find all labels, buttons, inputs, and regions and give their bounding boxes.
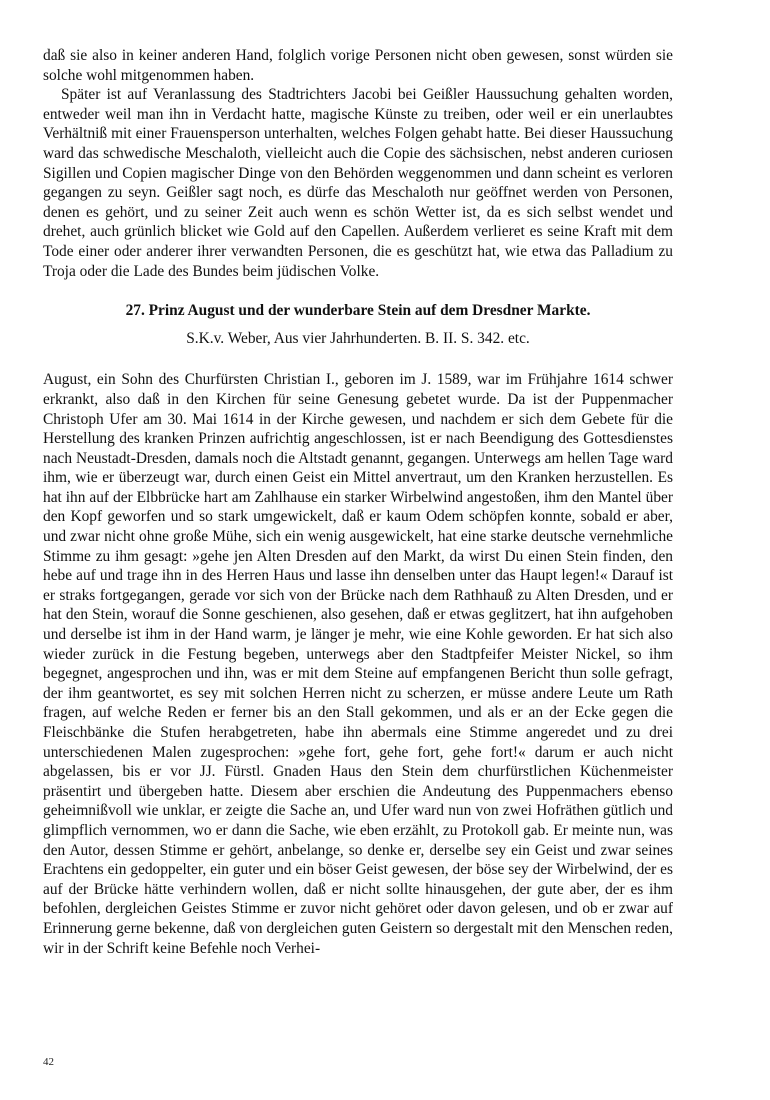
haussuchung-paragraph: Später ist auf Veranlassung des Stadtrichters Jacobi bei Geißler Haussuchung gehalten worden, entweder weil man ihn in Verdacht hatte, magische Künste zu treiben, oder weil er ein unerlaubtes Verhältniß mit einer Frauensperson unterhalten, welches Folgen gehabt hatte. Bei dieser Haussuchung ward das schwedische Meschaloth, vielleicht auch die Copie des sächsischen, nebst anderen curiosen Sigillen und Copien magischer Dinge von den Behörden weggenommen und dann scheint es verloren gegangen zu seyn. Geißler sagt noch, es dürfe das Meschaloth nur geöffnet werden von Personen, denen es gehört, und zu seiner Zeit auch wenn es schön Wetter ist, da es sich selbst wendet und drehet, auch grünlich blicket wie Gold auf den Capellen. Außerdem verlieret es seine Kraft mit dem Tode einer oder anderer ihrer verwandten Personen, die es geschützt hat, wie etwa das Palladium zu Troja oder die Lade des Bundes beim jüdischen Volke. <box>43 86 673 280</box>
continuation-paragraph: daß sie also in keiner anderen Hand, folglich vorige Personen nicht oben gewesen, sonst würden sie solche wohl mitgenommen haben. <box>43 47 673 84</box>
section-heading: 27. Prinz August und der wunderbare Stein auf dem Dresdner Markte. <box>125 302 591 320</box>
page-content <box>43 46 673 1086</box>
page-number: 42 <box>43 1056 54 1068</box>
story-paragraph: August, ein Sohn des Churfürsten Christian I., geboren im J. 1589, war im Frühjahre 1614 schwer erkrankt, also daß in den Kirchen für seine Genesung gebetet wurde. Da ist der Puppenmacher Christoph Ufer am 30. Mai 1614 in der Kirche gewesen, und nachdem er sich dem Gebete für die Herstellung des kranken Prinzen aufrichtig angeschlossen, ist er nach Beendigung des Gottesdienstes nach Neustadt-Dresden, damals noch die Altstadt genannt, gegangen. Unterwegs am hellen Tage ward ihm, wie er überzeugt war, durch einen Geist ein Mittel anvertraut, um den Kranken herzustellen. Es hat ihn auf der Elbbrücke hart am Zahlhause ein starker Wirbelwind angestoßen, ihm den Mantel über den Kopf geworfen und so stark umgewickelt, daß er kaum Odem schöpfen konnte, sobald er aber, und zwar nicht ohne große Mühe, sich ein wenig ausgewickelt, hat eine starke deutsche vernehmliche Stimme zu ihm gesagt: »gehe jen Alten Dresden auf den Markt, da wirst Du einen Stein finden, den hebe auf und trage ihn in des Herren Haus und lasse ihn denselben unter das Haupt legen!« Darauf ist er straks fortgegangen, gerade vor sich von der Brücke nach dem Rathhauß zu Alten Dresden, und er hat den Stein, worauf die Sonne geschienen, also gesehen, daß er etwas geglitzert, hat ihn aufgehoben und derselbe ist ihm in der Hand warm, je länger je mehr, wie eine Kohle geworden. Er hat sich also wieder zurück in die Festung begeben, unterwegs aber den Stadtpfeifer Meister Nickel, so ihm begegnet, angesprochen und ihn, was er mit dem Steine auf empfangenen Bericht thun solle gefragt, der ihm geantwortet, es sey mit solchen Herren nicht zu scherzen, er müsse andere Leute um Rath fragen, auf welche Reden er ferner bis an den Stall gekommen, und als er an der Ecke gegen die Fleischbänke die Stufen herabgetreten, habe ihn abermals eine Stimme angeredet und zu drei unterschiedenen Malen zugesprochen: »gehe fort, gehe fort, gehe fort!« darum er auch nicht abgelassen, bis er vor JJ. Fürstl. Gnaden Haus den Stein dem churfürstlichen Küchenmeister präsentirt und übergeben hatte. Diesem aber erschien die Andeutung des Puppenmachers ebenso geheimnißvoll wie unklar, er zeigte die Sache an, und Ufer ward nun von zwei Hofräthen gütlich und glimpflich vernommen, wo er dann die Sache, wie eben erzählt, zu Protokoll gab. Er meinte nun, was den Autor, dessen Stimme er gehört, anbelange, so denke er, derselbe sey ein Geist und zwar seines Erachtens ein gedoppelter, ein guter und ein böser Geist gewesen, der böse sey der Wirbelwind, der es auf der Brücke hätte verhindern wollen, daß er nicht sollte hinausgehen, der gute aber, der es ihm befohlen, dergleichen Geistes Stimme er zuvor nicht gehöret oder davon gelesen, und ob er zwar auf Erinnerung gerne bekenne, daß von dergleichen guten Geistern so dergestalt mit den Menschen reden, wir in der Schrift keine Befehle noch Verhei- <box>43 371 673 957</box>
source-citation: S.K.v. Weber, Aus vier Jahrhunderten. B. II. S. 342. etc. <box>186 329 530 347</box>
